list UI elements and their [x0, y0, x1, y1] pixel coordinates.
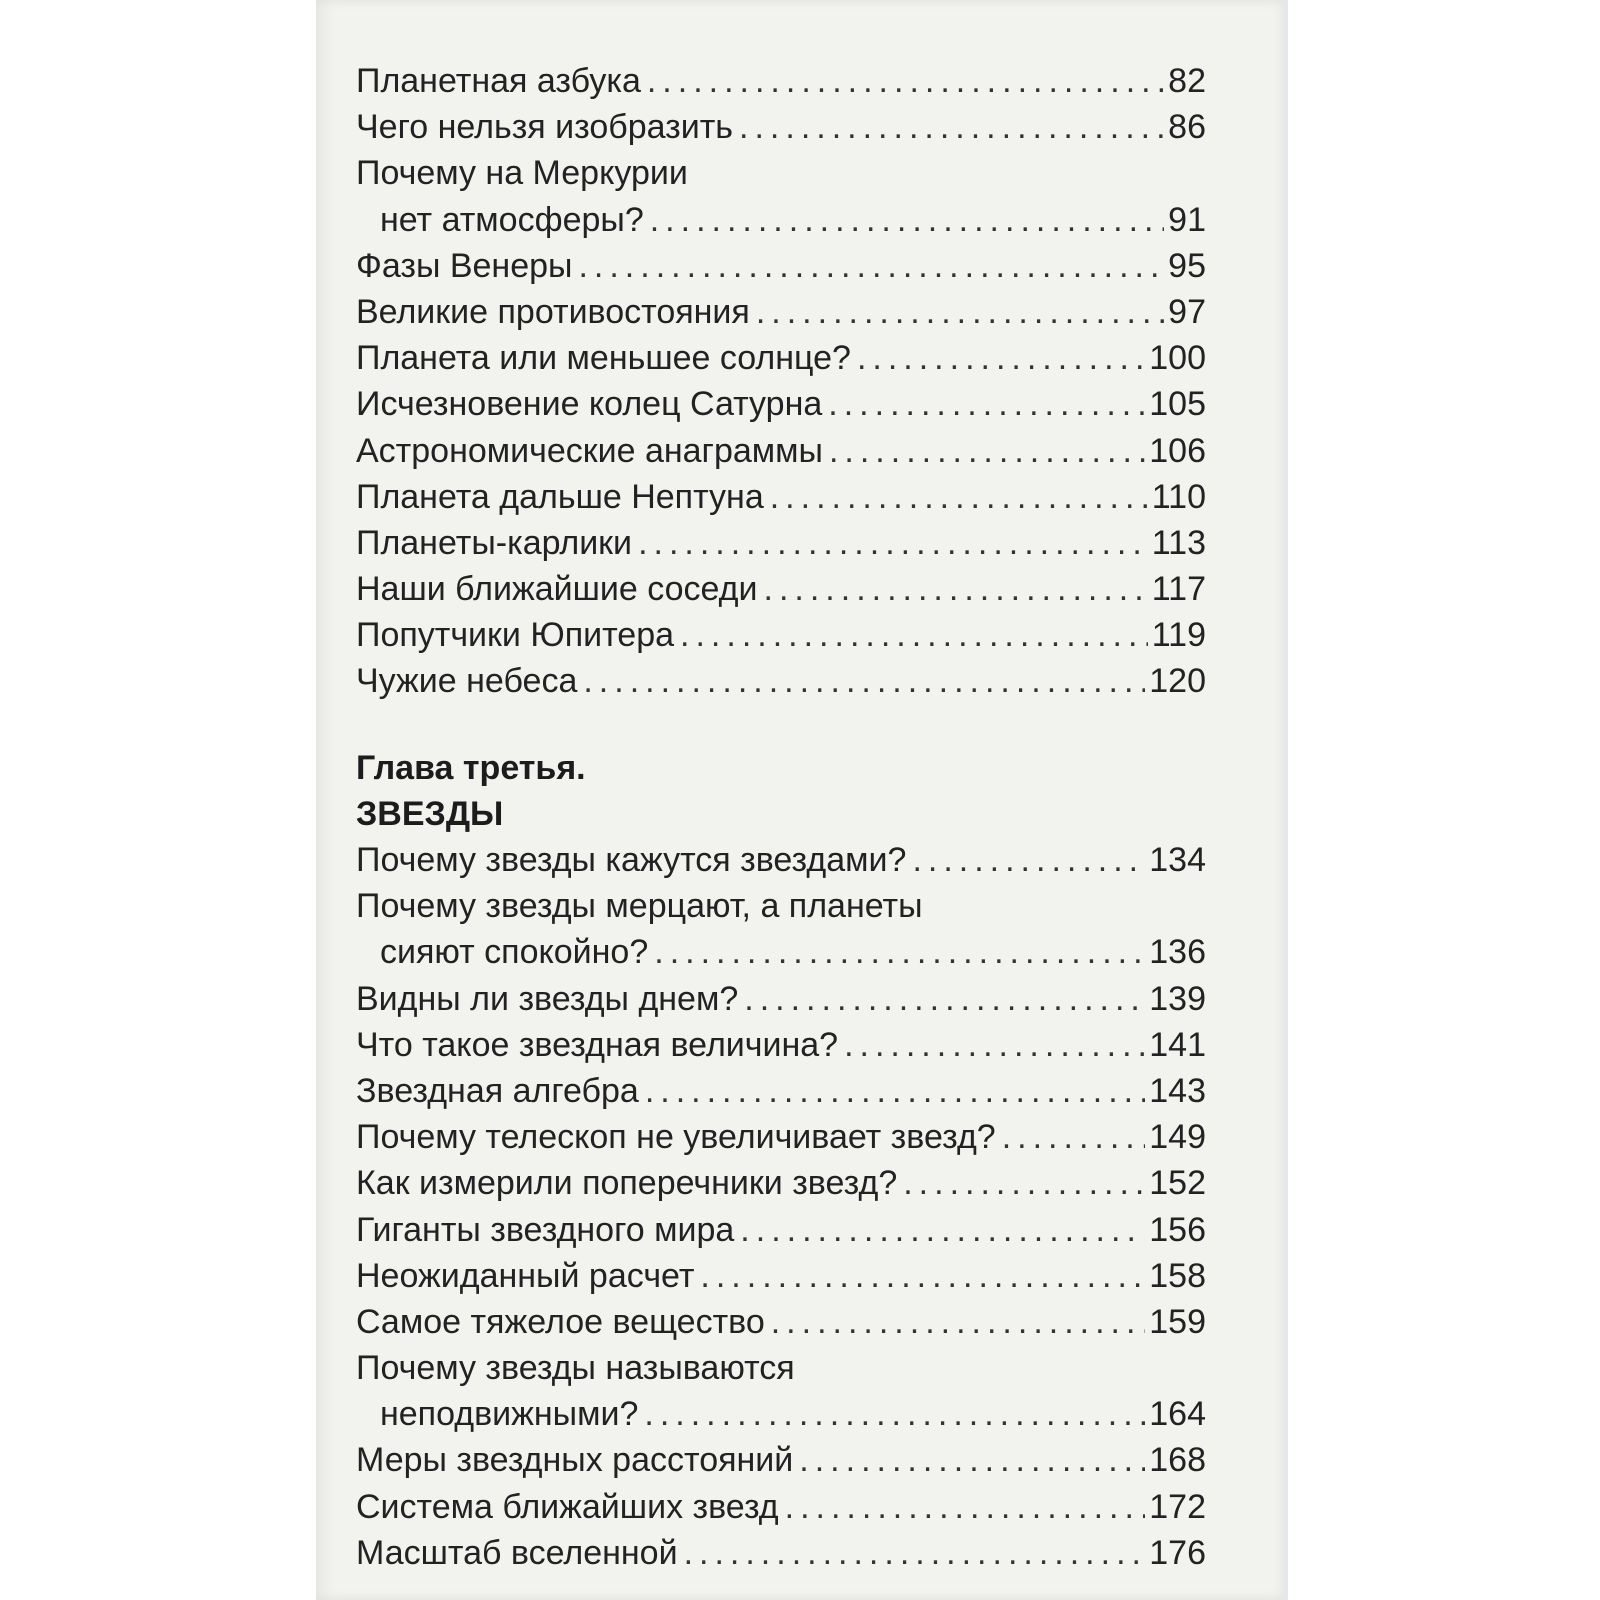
- toc-entry: [356, 1484, 1206, 1530]
- toc-entry: [356, 150, 1206, 196]
- page-edge: [1284, 0, 1288, 1600]
- toc-entry: [356, 1207, 1206, 1253]
- dot-leader: [1002, 1114, 1146, 1160]
- dot-leader: [829, 428, 1145, 474]
- toc-entry-title: Великие противостояния: [356, 292, 750, 331]
- toc-section-planets: [356, 58, 1206, 705]
- toc-entry-title: Почему звезды кажутся звездами?: [356, 841, 907, 879]
- toc-entry: [356, 976, 1206, 1022]
- toc-entry-title: Почему звезды называются: [356, 1349, 795, 1388]
- toc-entry-page-number: 120: [1149, 662, 1206, 701]
- toc-entry-page-number: 110: [1151, 477, 1206, 516]
- toc-entry-title: Что такое звездная величина?: [356, 1025, 839, 1064]
- toc-entry: [356, 883, 1206, 929]
- dot-leader: [583, 658, 1145, 704]
- toc-entry: [356, 428, 1206, 474]
- chapter-label: [356, 745, 1206, 791]
- toc-entry-page-number: 143: [1149, 1071, 1206, 1110]
- toc-entry-title: Исчезновение колец Сатурна: [356, 385, 823, 424]
- chapter-title-text: ЗВЕЗДЫ: [356, 794, 504, 833]
- toc-entry-page-number: 141: [1149, 1025, 1206, 1064]
- toc-entry-page-number: 176: [1149, 1533, 1206, 1572]
- dot-leader: [680, 612, 1148, 658]
- toc-entry-page-number: 82: [1168, 62, 1206, 100]
- dot-leader: [638, 520, 1148, 566]
- dot-leader: [654, 929, 1145, 975]
- dot-leader: [744, 976, 1145, 1022]
- dot-leader: [700, 1253, 1145, 1299]
- toc-entry: [356, 243, 1206, 289]
- toc-entry: [356, 1345, 1206, 1391]
- dot-leader: [740, 1207, 1145, 1253]
- toc-entry-title: Попутчики Юпитера: [356, 616, 675, 655]
- toc-entry: [356, 929, 1206, 975]
- toc-entry-page-number: 158: [1149, 1256, 1206, 1295]
- toc-entry-title: Чужие небеса: [356, 662, 578, 701]
- toc-entry-title: Почему на Меркурии: [356, 154, 688, 193]
- toc-entry-page-number: 136: [1149, 933, 1206, 972]
- toc-entry-title: Видны ли звезды днем?: [356, 979, 739, 1018]
- dot-leader: [828, 381, 1145, 427]
- toc-entry: [356, 1437, 1206, 1483]
- toc-entry-page-number: 152: [1149, 1164, 1206, 1203]
- toc-entry: [356, 197, 1206, 243]
- toc-entry-title: Наши ближайшие соседи: [356, 570, 758, 609]
- toc-entry-page-number: 139: [1149, 979, 1206, 1018]
- toc-entry-page-number: 149: [1149, 1118, 1206, 1157]
- toc-entry-title: Планета или меньшее солнце?: [356, 339, 851, 378]
- dot-leader: [647, 58, 1164, 104]
- dot-leader: [912, 837, 1145, 883]
- dot-leader: [857, 335, 1145, 381]
- toc-entry-title: Система ближайших звезд: [356, 1487, 779, 1526]
- toc-entry: [356, 612, 1206, 658]
- toc-entry-title: неподвижными?: [380, 1395, 639, 1434]
- dot-leader: [764, 566, 1148, 612]
- toc-entry: [356, 837, 1206, 883]
- toc-entry-page-number: 134: [1149, 841, 1206, 879]
- toc-entry: [356, 1253, 1206, 1299]
- toc-entry: [356, 1160, 1206, 1206]
- toc-entry: [356, 381, 1206, 427]
- chapter-label-text: Глава третья.: [356, 748, 586, 787]
- dot-leader: [785, 1484, 1146, 1530]
- toc-entry-title: Гиганты звездного мира: [356, 1210, 735, 1249]
- toc-entry: [356, 335, 1206, 381]
- toc-entry-page-number: 159: [1149, 1302, 1206, 1341]
- toc-entry: [356, 474, 1206, 520]
- toc-entry-page-number: 91: [1168, 200, 1206, 239]
- toc-entry-page-number: 117: [1151, 570, 1206, 609]
- toc-entry: [356, 104, 1206, 150]
- dot-leader: [650, 197, 1164, 243]
- toc-entry-title: Звездная алгебра: [356, 1071, 639, 1110]
- toc-entry-page-number: 86: [1168, 108, 1206, 147]
- book-page: [316, 0, 1284, 1600]
- dot-leader: [645, 1068, 1145, 1114]
- toc-entry-page-number: 105: [1149, 385, 1206, 424]
- toc-entry-title: Неожиданный расчет: [356, 1256, 695, 1295]
- toc-entry-title: Планеты-карлики: [356, 523, 633, 562]
- toc-entry-title: Планета дальше Нептуна: [356, 477, 764, 516]
- toc-entry-title: Как измерили поперечники звезд?: [356, 1164, 898, 1203]
- dot-leader: [684, 1530, 1146, 1576]
- toc-section-stars: [356, 837, 1206, 1576]
- toc-entry: [356, 566, 1206, 612]
- toc-entry-page-number: 172: [1149, 1487, 1206, 1526]
- toc-entry: [356, 1299, 1206, 1345]
- toc-entry: [356, 1391, 1206, 1437]
- toc-entry-page-number: 156: [1149, 1210, 1206, 1249]
- toc-entry: [356, 1022, 1206, 1068]
- toc-entry: [356, 1068, 1206, 1114]
- toc-entry-title: Астрономические анаграммы: [356, 431, 823, 470]
- toc-entry-page-number: 95: [1168, 246, 1206, 285]
- toc-entry-title: Фазы Венеры: [356, 246, 573, 285]
- toc-entry-title: Почему телескоп не увеличивает звезд?: [356, 1118, 996, 1157]
- toc-entry-page-number: 119: [1151, 616, 1206, 655]
- toc-entry: [356, 289, 1206, 335]
- toc-entry-page-number: 164: [1149, 1395, 1206, 1434]
- dot-leader: [799, 1437, 1145, 1483]
- toc-entry-title: сияют спокойно?: [380, 933, 649, 972]
- toc-entry-page-number: 106: [1149, 431, 1206, 470]
- toc-entry: [356, 658, 1206, 704]
- table-of-contents: [356, 58, 1206, 1576]
- dot-leader: [903, 1160, 1145, 1206]
- toc-entry-page-number: 168: [1149, 1441, 1206, 1480]
- toc-entry-title: Самое тяжелое вещество: [356, 1302, 765, 1341]
- toc-entry: [356, 58, 1206, 104]
- toc-entry-page-number: 97: [1168, 292, 1206, 331]
- toc-entry-title: Почему звезды мерцают, а планеты: [356, 887, 923, 926]
- dot-leader: [844, 1022, 1145, 1068]
- toc-entry: [356, 1530, 1206, 1576]
- toc-entry-title: Масштаб вселенной: [356, 1533, 678, 1572]
- toc-entry-title: Меры звездных расстояний: [356, 1441, 794, 1480]
- dot-leader: [644, 1391, 1145, 1437]
- dot-leader: [770, 474, 1148, 520]
- dot-leader: [771, 1299, 1146, 1345]
- dot-leader: [756, 289, 1164, 335]
- dot-leader: [578, 243, 1164, 289]
- chapter-title: [356, 791, 1206, 837]
- toc-entry-title: Чего нельзя изобразить: [356, 108, 734, 147]
- toc-entry: [356, 520, 1206, 566]
- toc-entry: [356, 1114, 1206, 1160]
- toc-entry-title: нет атмосферы?: [380, 200, 644, 239]
- toc-entry-page-number: 100: [1149, 339, 1206, 378]
- section-gap: [356, 705, 1206, 745]
- toc-entry-title: Планетная азбука: [356, 62, 641, 100]
- dot-leader: [739, 104, 1164, 150]
- toc-entry-page-number: 113: [1151, 523, 1206, 562]
